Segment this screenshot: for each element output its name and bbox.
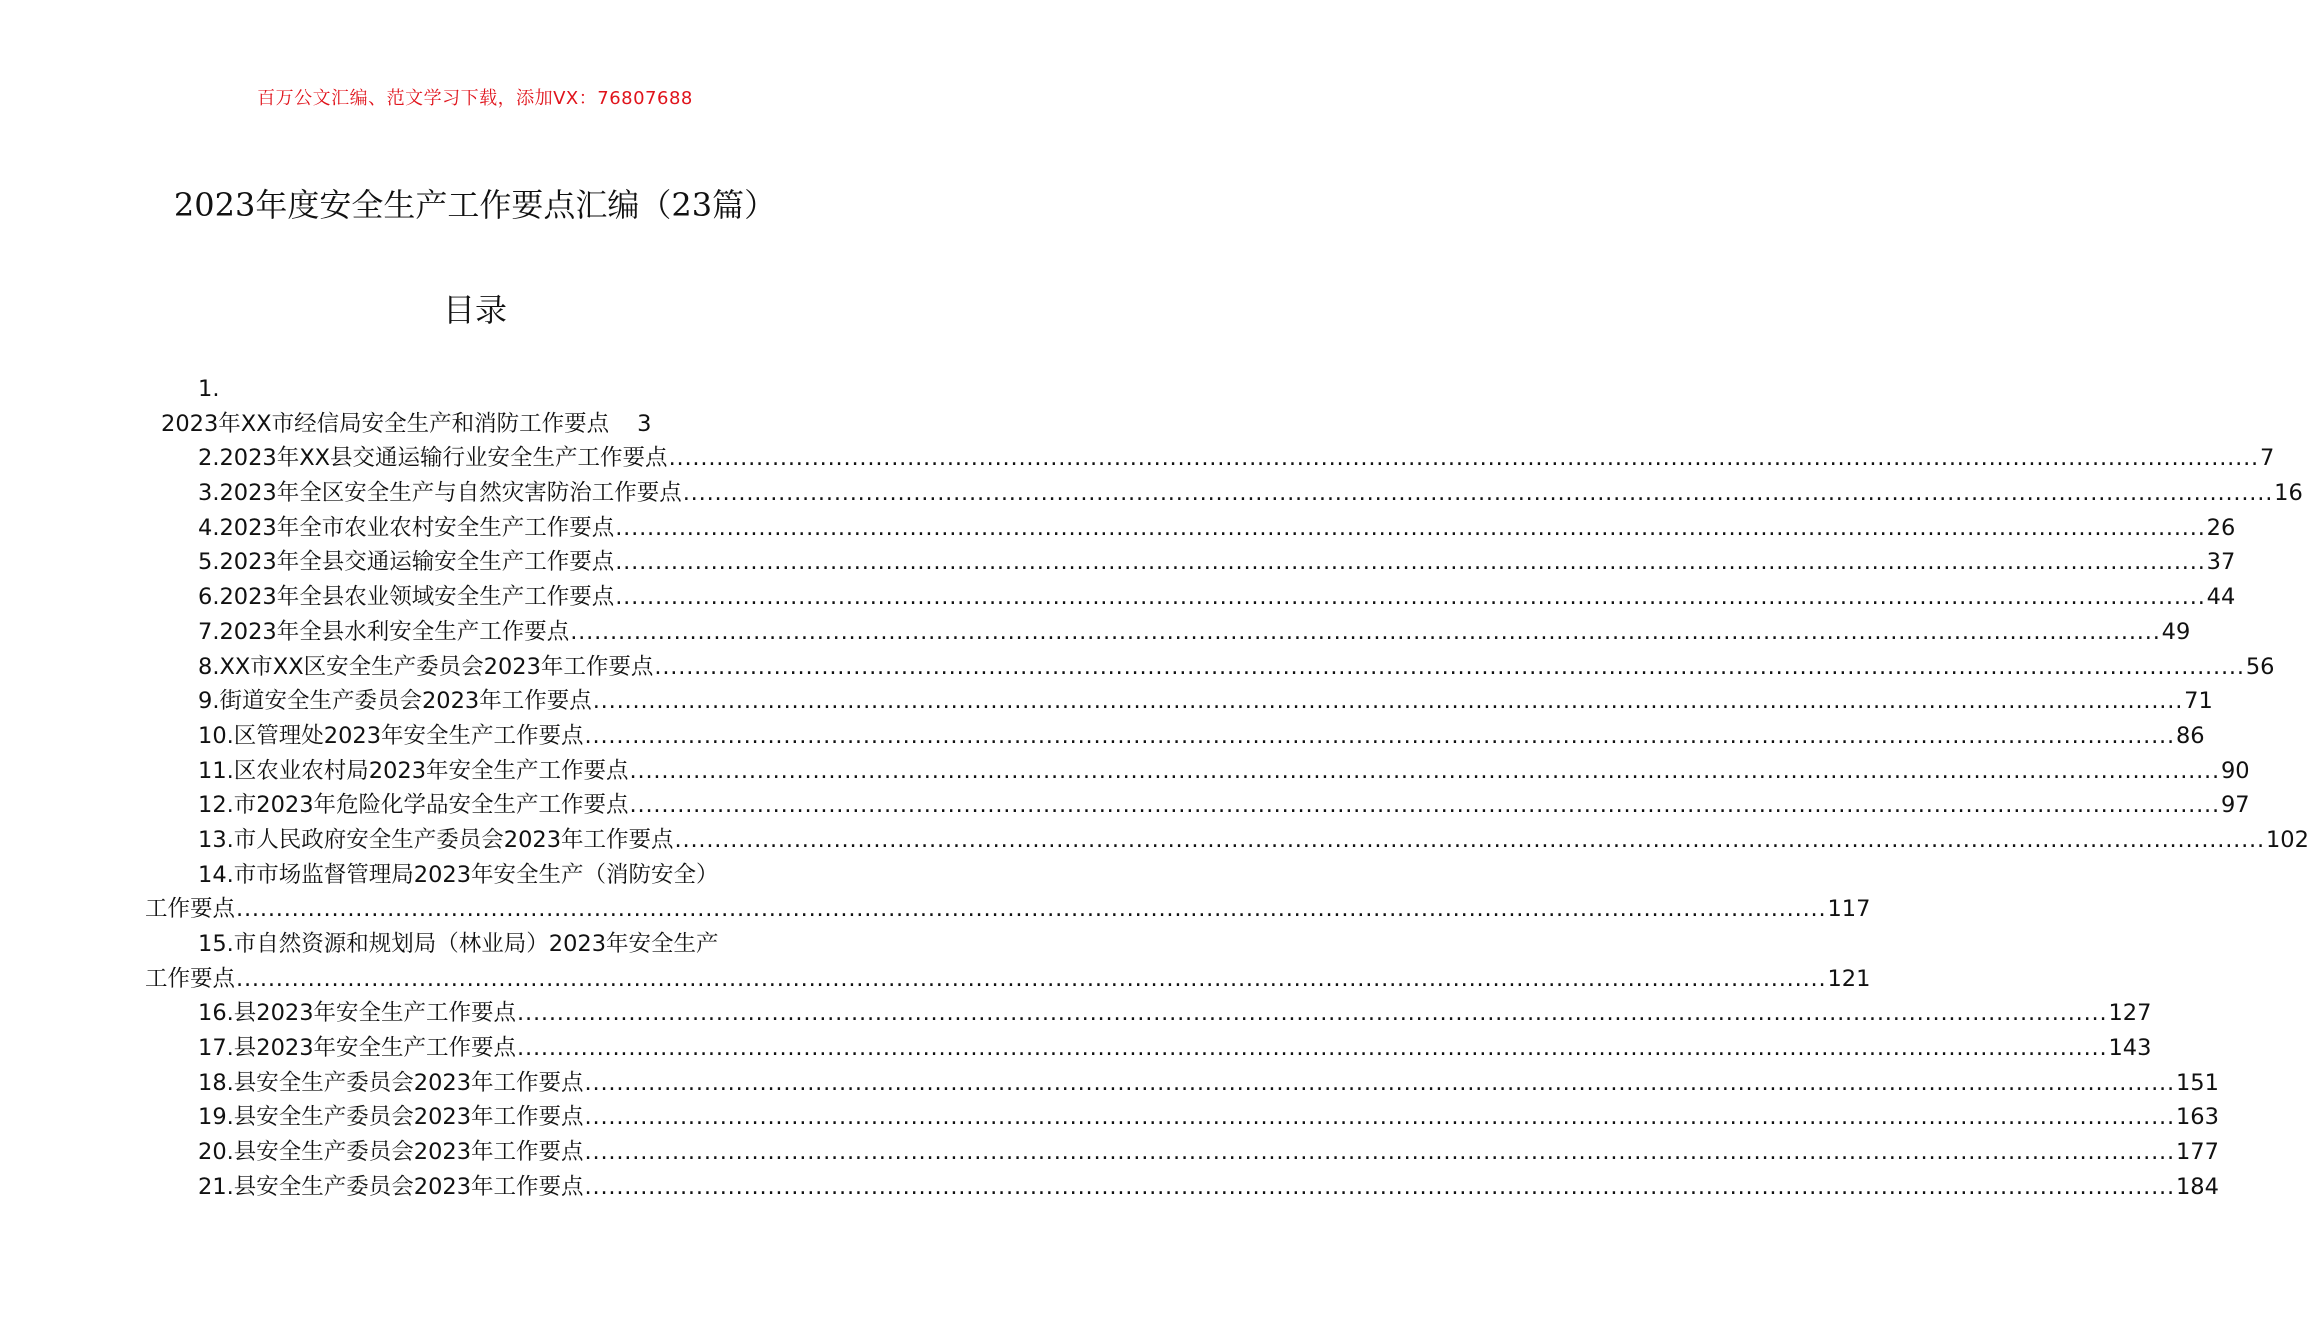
toc-entry-page: 151 [2175, 1069, 2219, 1096]
toc-dot-leader: ........................................................................................................................................................................................................ [629, 792, 2220, 819]
toc-dot-leader: ........................................................................................................................................................................................................ [517, 1000, 2108, 1027]
toc-entry-title: 5.2023年全县交通运输安全生产工作要点 [198, 549, 615, 576]
toc-dot-leader: ........................................................................................................................................................................................................ [668, 445, 2259, 472]
toc-dot-leader: ........................................................................................................................................................................................................ [517, 1035, 2108, 1062]
toc-dot-leader: ........................................................................................................................................................................................................ [682, 480, 2274, 507]
toc-entry-page: 7 [2259, 445, 2275, 472]
toc-dot-leader: ........................................................................................................................................................................................................ [674, 826, 2265, 853]
toc-dot-leader: ........................................................................................................................................................................................................ [570, 618, 2161, 645]
toc-entry-title: 19.县安全生产委员会2023年工作要点 [198, 1104, 584, 1131]
toc-entry-title: 6.2023年全县农业领域安全生产工作要点 [198, 584, 615, 611]
table-of-contents [145, 372, 2309, 1205]
toc-entry-page: 16 [2274, 480, 2303, 507]
document-title: 2023年度安全生产工作要点汇编（23篇） [173, 186, 777, 224]
toc-entry[interactable] [145, 615, 2191, 650]
toc-entry[interactable] [145, 1100, 2219, 1135]
toc-dot-leader: ........................................................................................................................................................................................................ [629, 757, 2220, 784]
toc-dot-leader: ........................................................................................................................................................................................................ [615, 584, 2206, 611]
toc-entry-title: 17.县2023年安全生产工作要点 [198, 1035, 517, 1062]
toc-entry-page: 26 [2206, 514, 2236, 541]
toc-entry-15-line1[interactable] [145, 927, 805, 962]
toc-entry-title: 7.2023年全县水利安全生产工作要点 [198, 618, 570, 645]
toc-entry-page: 86 [2175, 722, 2205, 749]
toc-heading: 目录 [442, 291, 507, 329]
toc-entry-title: 2.2023年XX县交通运输行业安全生产工作要点 [198, 445, 668, 472]
toc-entry-page: 3 [637, 410, 652, 437]
toc-entry[interactable] [145, 580, 2236, 615]
toc-entry-page: 71 [2184, 688, 2213, 715]
toc-entry-title: 18.县安全生产委员会2023年工作要点 [198, 1069, 584, 1096]
toc-entry-page: 102 [2265, 826, 2309, 853]
toc-entry-title: 16.县2023年安全生产工作要点 [198, 1000, 517, 1027]
header-note: 百万公文汇编、范文学习下载，添加VX：76807688 [257, 88, 693, 109]
toc-entry-page: 184 [2175, 1173, 2219, 1200]
toc-entry-page: 117 [1827, 896, 1871, 923]
toc-entry-14-line2[interactable] [145, 892, 1871, 927]
toc-entry[interactable] [145, 684, 2213, 719]
toc-entry-page: 163 [2175, 1104, 2219, 1131]
toc-entry-14-line1[interactable] [145, 858, 805, 893]
toc-dot-leader: ........................................................................................................................................................................................................ [615, 549, 2206, 576]
toc-entry-title: 9.街道安全生产委员会2023年工作要点 [198, 688, 592, 715]
toc-entry-page: 121 [1827, 965, 1871, 992]
toc-entry-title: 8.XX市XX区安全生产委员会2023年工作要点 [198, 653, 654, 680]
toc-entry-title: 10.区管理处2023年安全生产工作要点 [198, 722, 584, 749]
toc-entry-title: 21.县安全生产委员会2023年工作要点 [198, 1173, 584, 1200]
toc-entry[interactable] [145, 650, 2275, 685]
toc-entry-page: 127 [2108, 1000, 2152, 1027]
toc-dot-leader: ........................................................................................................................................................................................................ [584, 1173, 2175, 1200]
toc-entry-title-continued: 工作要点 [145, 965, 236, 992]
toc-dot-leader: ........................................................................................................................................................................................................ [584, 1104, 2175, 1131]
toc-entry[interactable] [145, 719, 2205, 754]
toc-entry[interactable] [145, 1031, 2152, 1066]
toc-entry-title: 12.市2023年危险化学品安全生产工作要点 [198, 792, 629, 819]
toc-entry-number: 1. [198, 376, 220, 402]
toc-dot-leader: ........................................................................................................................................................................................................ [236, 965, 1827, 992]
toc-entry-title: 14.市市场监督管理局2023年安全生产（消防安全） [198, 861, 719, 888]
toc-entry-page: 97 [2220, 792, 2250, 819]
toc-dot-leader: ........................................................................................................................................................................................................ [592, 688, 2184, 715]
toc-entry[interactable] [145, 1066, 2219, 1101]
toc-entry[interactable] [145, 754, 2250, 789]
toc-entry-title-continued: 工作要点 [145, 896, 236, 923]
toc-dot-leader: ........................................................................................................................................................................................................ [236, 896, 1827, 923]
toc-entry-page: 177 [2175, 1139, 2219, 1166]
toc-dot-leader: ........................................................................................................................................................................................................ [615, 514, 2206, 541]
toc-entry[interactable] [145, 1135, 2219, 1170]
toc-entry-title: 2023年XX市经信局安全生产和消防工作要点 [161, 410, 610, 437]
toc-entry-15-line2[interactable] [145, 962, 1871, 997]
toc-entry[interactable] [145, 545, 2236, 580]
toc-entry-title: 4.2023年全市农业农村安全生产工作要点 [198, 514, 615, 541]
toc-entry-title: 13.市人民政府安全生产委员会2023年工作要点 [198, 826, 674, 853]
toc-entry[interactable] [145, 441, 2275, 476]
toc-entry[interactable] [145, 476, 2303, 511]
toc-entry[interactable] [145, 996, 2152, 1031]
toc-dot-leader: ........................................................................................................................................................................................................ [584, 1139, 2175, 1166]
toc-entry-1-number-line[interactable] [145, 372, 805, 407]
toc-dot-leader: ........................................................................................................................................................................................................ [584, 722, 2175, 749]
toc-entry-page: 49 [2161, 618, 2191, 645]
toc-entry-page: 37 [2206, 549, 2236, 576]
toc-entry-1-title-line[interactable] [145, 407, 805, 442]
toc-dot-leader: ........................................................................................................................................................................................................ [654, 653, 2245, 680]
toc-entry[interactable] [145, 511, 2236, 546]
toc-entry-title: 15.市自然资源和规划局（林业局）2023年安全生产 [198, 931, 719, 957]
toc-dot-leader: ........................................................................................................................................................................................................ [584, 1069, 2175, 1096]
toc-entry-page: 90 [2220, 757, 2250, 784]
toc-entry-title: 11.区农业农村局2023年安全生产工作要点 [198, 757, 629, 784]
toc-entry-title: 3.2023年全区安全生产与自然灾害防治工作要点 [198, 480, 682, 507]
toc-entry-page: 143 [2108, 1035, 2152, 1062]
toc-entry-page: 44 [2206, 584, 2236, 611]
toc-entry-page: 56 [2245, 653, 2275, 680]
toc-entry[interactable] [145, 788, 2250, 823]
toc-entry[interactable] [145, 1170, 2219, 1205]
toc-entry-title: 20.县安全生产委员会2023年工作要点 [198, 1139, 584, 1166]
toc-entry[interactable] [145, 823, 2309, 858]
